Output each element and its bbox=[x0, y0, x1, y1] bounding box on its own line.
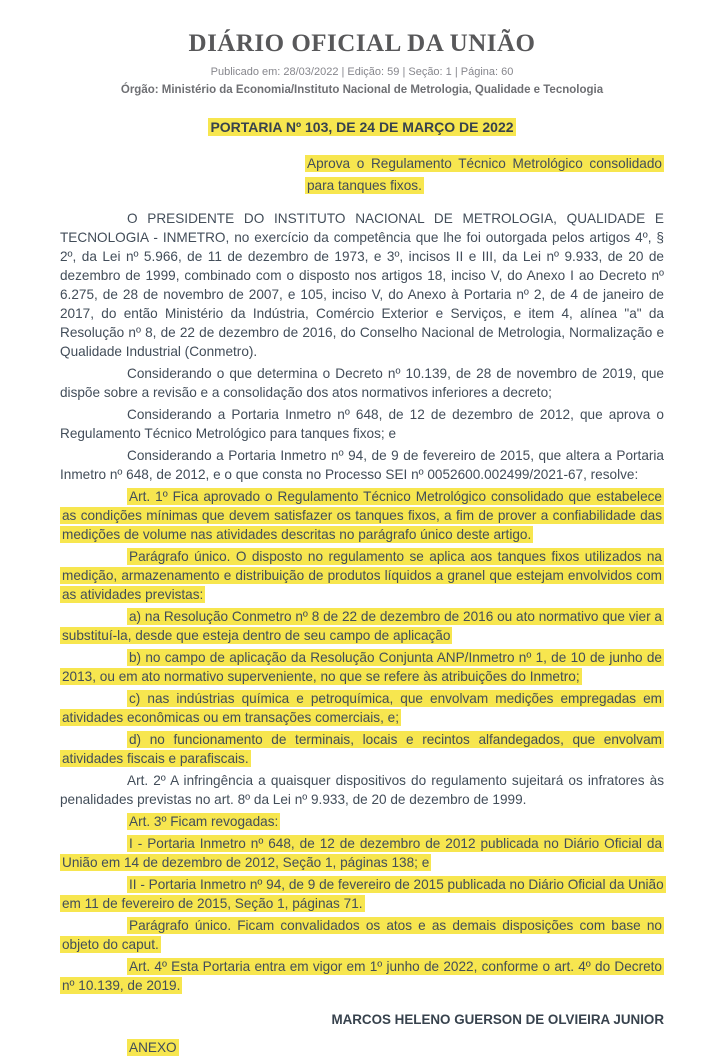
document-paragraph bbox=[60, 957, 664, 995]
document-title bbox=[60, 118, 664, 136]
paragraph-highlight: c) nas indústrias química e petroquímica, que envolvam medições empregadas em atividades econômicas ou em transações comerciais, e; bbox=[62, 691, 662, 725]
title-highlight: PORTARIA Nº 103, DE 24 DE MARÇO DE 2022 bbox=[210, 119, 514, 135]
paragraph-highlight: Art. 1º Fica aprovado o Regulamento Técnico Metrológico consolidado que estabelece as condições mínimas que devem satisfazer os tanques fixos, a fim de prover a confiabilidade das medições de volume nas atividades descritas no parágrafo único deste artigo. bbox=[62, 489, 662, 542]
paragraph-highlight: I - Portaria Inmetro nº 648, de 12 de dezembro de 2012 publicada no Diário Oficial da União em 14 de dezembro de 2012, Seção 1, páginas 138; e bbox=[62, 836, 662, 870]
document-paragraph bbox=[60, 834, 664, 872]
document-paragraph bbox=[60, 547, 664, 604]
paragraph-highlight: b) no campo de aplicação da Resolução Conjunta ANP/Inmetro nº 1, de 10 de junho de 2013, ou em ato normativo superveniente, no que se refere às atribuições do Inmetro; bbox=[62, 650, 662, 684]
document-paragraph bbox=[60, 812, 664, 831]
publication-info: Publicado em: 28/03/2022 | Edição: 59 | Seção: 1 | Página: 60 bbox=[210, 66, 514, 78]
document-paragraph bbox=[60, 607, 664, 645]
document-paragraph bbox=[60, 771, 664, 809]
paragraph-highlight: Parágrafo único. O disposto no regulamento se aplica aos tanques fixos utilizados na medição, armazenamento e distribuição de produtos líquidos a granel que estejam envolvidos com as atividades previstas: bbox=[62, 549, 662, 602]
paragraph-text: Considerando a Portaria Inmetro nº 648, de 12 de dezembro de 2012, que aprova o Regulamento Técnico Metrológico para tanques fixos; e bbox=[60, 407, 664, 441]
paragraph-highlight: d) no funcionamento de terminais, locais e recintos alfandegados, que envolvam atividades fiscais e parafiscais. bbox=[62, 732, 662, 766]
document-paragraph bbox=[60, 875, 664, 913]
organ-info: Órgão: Ministério da Economia/Instituto Nacional de Metrologia, Qualidade e Tecnologia bbox=[120, 84, 604, 96]
paragraph-text: Considerando a Portaria Inmetro nº 94, de 9 de fevereiro de 2015, que altera a Portaria Inmetro nº 648, de 2012, e o que consta no Processo SEI nº 0052600.002499/2021-67, resolve: bbox=[60, 448, 664, 482]
annex-highlight: ANEXO bbox=[129, 1040, 177, 1055]
paragraph-list bbox=[60, 209, 664, 995]
paragraph-highlight: a) na Resolução Conmetro nº 8 de 22 de dezembro de 2016 ou ato normativo que vier a substituí-la, desde que esteja dentro de seu campo de aplicação bbox=[62, 609, 662, 643]
document-paragraph bbox=[60, 209, 664, 361]
document-paragraph bbox=[60, 730, 664, 768]
annex-label bbox=[60, 1038, 664, 1057]
paragraph-highlight: Art. 4º Esta Portaria entra em vigor em 1º junho de 2022, conforme o art. 4º do Decreto nº 10.139, de 2019. bbox=[62, 959, 662, 993]
document-paragraph bbox=[60, 364, 664, 402]
summary-highlight: Aprova o Regulamento Técnico Metrológico consolidado para tanques fixos. bbox=[307, 156, 662, 193]
document-paragraph bbox=[60, 648, 664, 686]
paragraph-text: Considerando o que determina o Decreto nº 10.139, de 28 de novembro de 2019, que dispõe sobre a revisão e a consolidação dos atos normativos inferiores a decreto; bbox=[60, 366, 664, 400]
paragraph-highlight: Art. 3º Ficam revogadas: bbox=[129, 814, 279, 829]
document-paragraph bbox=[60, 689, 664, 727]
gazette-title: DIÁRIO OFICIAL DA UNIÃO bbox=[188, 30, 536, 57]
paragraph-text: Art. 2º A infringência a quaisquer dispositivos do regulamento sujeitará os infratores às penalidades previstas no art. 8º da Lei nº 9.933, de 20 de dezembro de 1999. bbox=[60, 773, 664, 807]
document-summary bbox=[305, 153, 664, 197]
document-paragraph bbox=[60, 916, 664, 954]
document-body bbox=[60, 118, 664, 1057]
paragraph-text: O PRESIDENTE DO INSTITUTO NACIONAL DE METROLOGIA, QUALIDADE E TECNOLOGIA - INMETRO, no exercício da competência que lhe foi outorgada pelos artigos 4º, § 2º, da Lei nº 5.966, de 11 de dezembro de 1973, e 3º, incisos II e III, da Lei nº 9.933, de 20 de dezembro de 1999, combinado com o disposto nos artigos 18, inciso V, do Anexo I ao Decreto nº 6.275, de 28 de novembro de 2007, e 105, inciso V, do Anexo à Portaria nº 2, de 4 de janeiro de 2017, do então Ministério da Indústria, Comércio Exterior e Serviços, e item 4, alínea "a" da Resolução nº 8, de 22 de dezembro de 2016, do Conselho Nacional de Metrologia, Normalização e Qualidade Industrial (Conmetro). bbox=[60, 211, 664, 359]
paragraph-highlight: II - Portaria Inmetro nº 94, de 9 de fevereiro de 2015 publicada no Diário Oficial da União em 11 de fevereiro de 2015, Seção 1, páginas 71. bbox=[62, 877, 664, 911]
signature: MARCOS HELENO GUERSON DE OLVIEIRA JUNIOR bbox=[331, 1012, 664, 1027]
document-paragraph bbox=[60, 405, 664, 443]
document-paragraph bbox=[60, 487, 664, 544]
document-paragraph bbox=[60, 446, 664, 484]
paragraph-highlight: Parágrafo único. Ficam convalidados os atos e as demais disposições com base no objeto do caput. bbox=[62, 918, 662, 952]
gazette-header bbox=[60, 30, 664, 97]
